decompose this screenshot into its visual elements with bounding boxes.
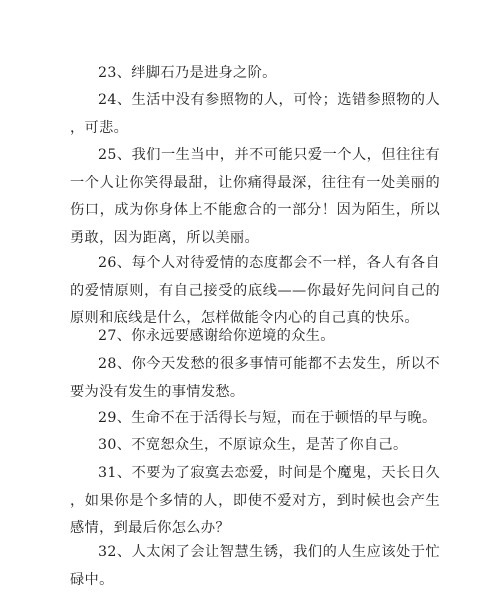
paragraph-24: 24、生活中没有参照物的人，可怜；选错参照物的人，可悲。 [70, 92, 440, 136]
paragraph-25: 25、我们一生当中，并不可能只爱一个人，但往往有一个人让你笑得最甜，让你痛得最深，往往有一处美丽的伤口，成为你身体上不能愈合的一部分！因为陌生，所以勇敢，因为距离，所以美丽。 [70, 147, 440, 246]
paragraph-30: 30、不宽恕众生，不原谅众生，是苦了你自己。 [98, 437, 408, 453]
paragraph-32: 32、人太闲了会让智慧生锈，我们的人生应该处于忙碌中。 [70, 544, 440, 588]
paragraph-23: 23、绊脚石乃是进身之阶。 [98, 65, 277, 81]
paragraph-29: 29、生命不在于活得长与短，而在于顿悟的早与晚。 [98, 410, 437, 426]
paragraph-28: 28、你今天发愁的很多事情可能都不去发生，所以不要为没有发生的事情发愁。 [70, 356, 440, 400]
paragraph-27: 27、你永远要感谢给你逆境的众生。 [98, 328, 335, 344]
paragraph-31: 31、不要为了寂寞去恋爱，时间是个魔鬼，天长日久，如果你是个多情的人，即使不爱对方，到时候也会产生感情，到最后你怎么办？ [70, 465, 440, 536]
paragraph-26: 26、每个人对待爱情的态度都会不一样，各人有各自的爱情原则，有自己接受的底线——你最好先问问自己的原则和底线是什么，怎样做能令内心的自己真的快乐。 [70, 255, 440, 326]
